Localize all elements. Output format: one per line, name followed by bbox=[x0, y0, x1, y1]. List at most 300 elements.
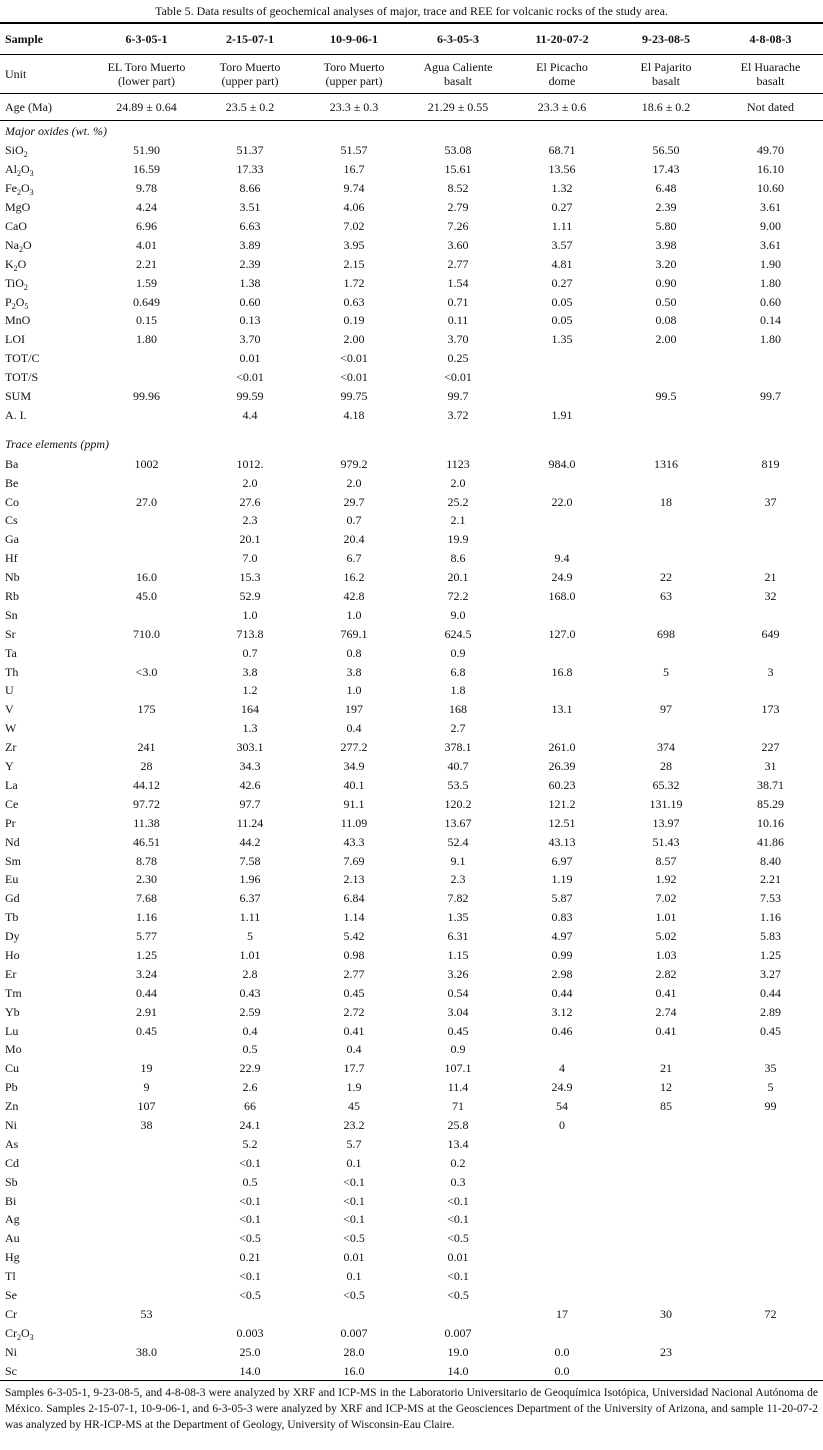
age-cell: 21.29 ± 0.55 bbox=[406, 94, 510, 121]
row-label bbox=[0, 198, 95, 217]
label-text: Cs bbox=[5, 513, 18, 528]
value-cell: 2.00 bbox=[655, 332, 677, 347]
value-cell bbox=[95, 368, 198, 387]
value-cell: 20.4 bbox=[343, 532, 365, 547]
row-label bbox=[0, 530, 95, 549]
age-cell: 23.5 ± 0.2 bbox=[198, 94, 302, 121]
value-cell: 1.59 bbox=[136, 275, 157, 290]
value-cell: 12.51 bbox=[548, 815, 576, 830]
value-cell: 1.35 bbox=[551, 332, 573, 347]
label-text: Cd bbox=[5, 1155, 20, 1170]
row-label bbox=[0, 738, 95, 757]
value-cell: 60.23 bbox=[548, 777, 576, 792]
value-cell: 1.96 bbox=[239, 872, 261, 887]
row-label bbox=[0, 776, 95, 795]
value-cell: 26.39 bbox=[548, 759, 576, 774]
row-label bbox=[0, 832, 95, 851]
value-cell: 16.0 bbox=[136, 570, 157, 585]
value-cell bbox=[510, 530, 614, 549]
label-text: K bbox=[5, 256, 14, 271]
table-row bbox=[0, 700, 823, 719]
value-cell bbox=[614, 605, 718, 624]
table-row bbox=[0, 235, 823, 254]
section-heading: Major oxides (wt. %) bbox=[5, 124, 107, 138]
value-cell: 303.1 bbox=[236, 740, 264, 755]
row-label bbox=[0, 235, 95, 254]
label-text: Mo bbox=[5, 1042, 22, 1057]
value-cell: 1.25 bbox=[760, 947, 781, 962]
value-cell: 2.98 bbox=[551, 966, 573, 981]
value-cell bbox=[510, 643, 614, 662]
label-subscript: 3 bbox=[29, 1332, 34, 1342]
value-cell: 0.007 bbox=[340, 1325, 368, 1340]
value-cell bbox=[198, 1304, 302, 1323]
value-cell: 6.97 bbox=[551, 853, 573, 868]
value-cell bbox=[614, 1210, 718, 1229]
header-cell: 9-23-08-5 bbox=[614, 23, 718, 55]
value-cell: 53.08 bbox=[444, 143, 472, 158]
table-row bbox=[0, 349, 823, 368]
value-cell: 6.96 bbox=[136, 219, 157, 233]
value-cell: 1.90 bbox=[760, 256, 781, 271]
row-label bbox=[0, 368, 95, 387]
row-label bbox=[0, 662, 95, 681]
label-text: Tl bbox=[5, 1269, 16, 1284]
value-cell: 2.39 bbox=[655, 200, 677, 215]
label-text: Lu bbox=[5, 1023, 19, 1038]
table-row bbox=[0, 368, 823, 387]
value-cell bbox=[302, 1304, 406, 1323]
value-cell: 7.58 bbox=[239, 853, 261, 868]
value-cell: 0.4 bbox=[346, 721, 362, 736]
row-label bbox=[0, 624, 95, 643]
value-cell: 7.0 bbox=[242, 551, 258, 566]
value-cell bbox=[95, 1191, 198, 1210]
value-cell bbox=[718, 1267, 823, 1286]
value-cell: 41.86 bbox=[757, 834, 784, 849]
value-cell: 2.7 bbox=[450, 721, 466, 736]
value-cell: 16.7 bbox=[343, 162, 365, 177]
table-row bbox=[0, 198, 823, 217]
value-cell: 17 bbox=[556, 1306, 568, 1321]
value-cell: 0.19 bbox=[343, 313, 365, 328]
label-text: Fe bbox=[5, 181, 17, 196]
value-cell: 3.70 bbox=[447, 332, 469, 347]
row-label bbox=[0, 719, 95, 738]
value-cell: 0.003 bbox=[236, 1325, 264, 1340]
row-label bbox=[0, 587, 95, 606]
table-row bbox=[0, 1002, 823, 1021]
value-cell: 22 bbox=[660, 570, 672, 585]
label-text: Co bbox=[5, 494, 20, 509]
label-text: O bbox=[21, 181, 30, 196]
value-cell bbox=[510, 1248, 614, 1267]
table-row bbox=[0, 179, 823, 198]
value-cell: 28 bbox=[660, 759, 672, 774]
value-cell: 16.8 bbox=[551, 664, 573, 679]
value-cell: <0.1 bbox=[447, 1193, 469, 1208]
row-label bbox=[0, 851, 95, 870]
label-text: MnO bbox=[5, 313, 31, 328]
value-cell: 53 bbox=[140, 1306, 153, 1321]
value-cell bbox=[718, 1210, 823, 1229]
value-cell: 0.50 bbox=[655, 294, 677, 309]
value-cell: 8.52 bbox=[447, 181, 469, 196]
value-cell: 1.80 bbox=[760, 332, 781, 347]
value-cell: 5 bbox=[247, 929, 253, 944]
table-row bbox=[0, 1191, 823, 1210]
value-cell: 4.06 bbox=[343, 200, 365, 215]
value-cell: 8.57 bbox=[655, 853, 677, 868]
value-cell: 17.43 bbox=[652, 162, 680, 177]
value-cell: 3.8 bbox=[242, 664, 258, 679]
value-cell bbox=[718, 549, 823, 568]
row-label bbox=[0, 1248, 95, 1267]
value-cell: 23 bbox=[660, 1344, 672, 1359]
value-cell: <0.1 bbox=[343, 1174, 365, 1189]
value-cell: 1.2 bbox=[242, 683, 258, 698]
value-cell: 0.5 bbox=[242, 1174, 258, 1189]
value-cell: 0 bbox=[559, 1117, 565, 1132]
row-label bbox=[0, 1172, 95, 1191]
value-cell bbox=[718, 405, 823, 424]
value-cell: 0.71 bbox=[447, 294, 469, 309]
table-row bbox=[0, 1021, 823, 1040]
row-label bbox=[0, 946, 95, 965]
value-cell: 6.84 bbox=[343, 891, 365, 906]
value-cell: 3.20 bbox=[655, 256, 677, 271]
value-cell: 698 bbox=[657, 626, 675, 641]
label-text: U bbox=[5, 683, 14, 698]
table-row bbox=[0, 813, 823, 832]
value-cell: 38 bbox=[140, 1117, 153, 1132]
value-cell bbox=[95, 473, 198, 492]
value-cell bbox=[95, 1286, 198, 1305]
value-cell: 3.57 bbox=[551, 237, 573, 252]
table-footnote: Samples 6-3-05-1, 9-23-08-5, and 4-8-08-3 were analyzed by XRF and ICP-MS in the Laboratorio Universitario de Geoquímica Isotópica, Universidad Nacional Autónoma de México. Samples 2-15-07-1, 10-9-06-1, and 6-3-05-3 were analyzed by XRF and ICP-MS at the Geosciences Department of the University of Arizona, and sample 11-20-07-2 was analyzed by HR-ICP-MS at the Department of Geology, University of Wisconsin-Eau Claire. bbox=[5, 1387, 818, 1431]
row-label bbox=[0, 292, 95, 311]
row-label bbox=[0, 1361, 95, 1380]
value-cell bbox=[718, 368, 823, 387]
value-cell: <0.1 bbox=[239, 1155, 261, 1170]
value-cell bbox=[614, 1323, 718, 1342]
value-cell: 8.40 bbox=[760, 853, 781, 868]
table-row bbox=[0, 141, 823, 160]
label-text: As bbox=[5, 1136, 19, 1151]
value-cell: 23.2 bbox=[343, 1117, 365, 1132]
value-cell bbox=[95, 719, 198, 738]
row-label bbox=[0, 1229, 95, 1248]
value-cell: 173 bbox=[761, 702, 780, 717]
value-cell: 1012. bbox=[236, 456, 264, 471]
value-cell: 21 bbox=[660, 1061, 672, 1076]
label-text: Hg bbox=[5, 1250, 20, 1265]
unit-cell bbox=[198, 55, 302, 94]
value-cell bbox=[718, 643, 823, 662]
value-cell: 0.41 bbox=[655, 985, 677, 1000]
value-cell bbox=[510, 1323, 614, 1342]
unit-line: dome bbox=[548, 74, 576, 88]
value-cell bbox=[510, 1229, 614, 1248]
label-text: Sr bbox=[5, 626, 16, 641]
value-cell: 0.27 bbox=[551, 200, 573, 215]
value-cell: 99.7 bbox=[760, 389, 781, 404]
table-row bbox=[0, 1229, 823, 1248]
value-cell bbox=[614, 511, 718, 530]
value-cell: 261.0 bbox=[548, 740, 576, 755]
value-cell bbox=[718, 530, 823, 549]
value-cell bbox=[95, 1323, 198, 1342]
label-text: TOT/C bbox=[5, 351, 40, 366]
value-cell: 9.74 bbox=[343, 181, 365, 196]
label-text: MgO bbox=[5, 200, 31, 215]
row-label bbox=[0, 870, 95, 889]
label-text: W bbox=[5, 721, 17, 736]
row-label bbox=[0, 387, 95, 406]
value-cell bbox=[510, 387, 614, 406]
table-row bbox=[0, 311, 823, 330]
value-cell bbox=[718, 1323, 823, 1342]
table-row bbox=[0, 217, 823, 236]
value-cell: 38.0 bbox=[136, 1344, 157, 1359]
value-cell: 0.9 bbox=[450, 645, 466, 660]
table-row bbox=[0, 1361, 823, 1380]
value-cell bbox=[510, 719, 614, 738]
value-cell: 7.53 bbox=[760, 891, 781, 906]
value-cell bbox=[614, 643, 718, 662]
row-label bbox=[0, 492, 95, 511]
unit-cell bbox=[510, 55, 614, 94]
value-cell: 5.83 bbox=[760, 929, 781, 944]
label-text: SiO bbox=[5, 143, 24, 158]
table-row bbox=[0, 292, 823, 311]
table-row bbox=[0, 1210, 823, 1229]
value-cell: 6.63 bbox=[239, 219, 261, 233]
value-cell: 65.32 bbox=[652, 777, 680, 792]
label-text: Sm bbox=[5, 853, 22, 868]
value-cell: 175 bbox=[137, 702, 156, 717]
value-cell: 51.43 bbox=[652, 834, 680, 849]
row-label bbox=[0, 568, 95, 587]
geochem-table bbox=[0, 22, 823, 1381]
spacer bbox=[0, 424, 823, 434]
value-cell bbox=[95, 530, 198, 549]
unit-line: Toro Muerto bbox=[219, 60, 281, 74]
value-cell bbox=[718, 1342, 823, 1361]
row-label bbox=[0, 160, 95, 179]
section-heading-row bbox=[0, 434, 823, 454]
value-cell: 43.3 bbox=[343, 834, 365, 849]
value-cell: 121.2 bbox=[548, 796, 576, 811]
value-cell bbox=[718, 681, 823, 700]
value-cell: 1.15 bbox=[447, 947, 469, 962]
label-text: O bbox=[17, 256, 27, 271]
value-cell: 68.71 bbox=[548, 143, 576, 158]
label-text: Au bbox=[5, 1231, 20, 1246]
value-cell: 52.4 bbox=[447, 834, 469, 849]
value-cell: 2.00 bbox=[343, 332, 365, 347]
value-cell: 42.8 bbox=[343, 589, 365, 604]
value-cell: 3.04 bbox=[447, 1004, 469, 1019]
value-cell: 51.37 bbox=[236, 143, 264, 158]
value-cell: 624.5 bbox=[444, 626, 472, 641]
value-cell: <0.1 bbox=[447, 1212, 469, 1227]
row-label bbox=[0, 813, 95, 832]
value-cell bbox=[614, 1229, 718, 1248]
value-cell: 5.80 bbox=[655, 219, 677, 233]
label-text: SUM bbox=[5, 389, 32, 404]
value-cell: 11.38 bbox=[133, 815, 160, 830]
value-cell: 3.95 bbox=[343, 237, 365, 252]
value-cell: 3.89 bbox=[239, 237, 261, 252]
value-cell: 9.78 bbox=[136, 181, 157, 196]
value-cell bbox=[406, 1304, 510, 1323]
label-text: Sc bbox=[5, 1363, 17, 1378]
value-cell: 0.4 bbox=[242, 1023, 258, 1038]
value-cell bbox=[510, 1172, 614, 1191]
value-cell bbox=[95, 1229, 198, 1248]
value-cell: 99.96 bbox=[133, 389, 160, 404]
value-cell: 21 bbox=[764, 570, 777, 585]
value-cell: 63 bbox=[660, 589, 672, 604]
row-label bbox=[0, 330, 95, 349]
value-cell: 11.24 bbox=[236, 815, 264, 830]
value-cell: 9 bbox=[143, 1080, 150, 1095]
header-sample: Sample bbox=[0, 23, 95, 55]
value-cell: 0.98 bbox=[343, 947, 365, 962]
value-cell: 2.30 bbox=[136, 872, 157, 887]
value-cell: 1.80 bbox=[760, 275, 781, 290]
label-text: Se bbox=[5, 1287, 17, 1302]
table-row bbox=[0, 1078, 823, 1097]
value-cell: 32 bbox=[764, 589, 777, 604]
table-row bbox=[0, 492, 823, 511]
value-cell bbox=[510, 1134, 614, 1153]
value-cell: 4.4 bbox=[242, 407, 258, 422]
label-text: Eu bbox=[5, 872, 19, 887]
value-cell: 0.54 bbox=[447, 985, 469, 1000]
label-subscript: 2 bbox=[17, 188, 21, 198]
spacer-row bbox=[0, 424, 823, 434]
value-cell: 1.54 bbox=[447, 275, 469, 290]
label-text: O bbox=[21, 162, 30, 177]
value-cell: 3.26 bbox=[447, 966, 469, 981]
value-cell: 53.5 bbox=[447, 777, 469, 792]
value-cell: 1.14 bbox=[343, 910, 365, 925]
row-label bbox=[0, 794, 95, 813]
value-cell: 51.57 bbox=[340, 143, 368, 158]
value-cell: 28.0 bbox=[343, 1344, 365, 1359]
row-label bbox=[0, 254, 95, 273]
value-cell: 85 bbox=[660, 1099, 672, 1114]
value-cell: 0.90 bbox=[655, 275, 677, 290]
value-cell: 13.56 bbox=[548, 162, 576, 177]
value-cell: 3.98 bbox=[655, 237, 677, 252]
value-cell: 2.15 bbox=[343, 256, 365, 271]
value-cell: 44.12 bbox=[133, 777, 160, 792]
value-cell: <0.1 bbox=[447, 1269, 469, 1284]
row-label bbox=[0, 405, 95, 424]
table-row bbox=[0, 1172, 823, 1191]
value-cell: 0.21 bbox=[239, 1250, 261, 1265]
value-cell: 27.6 bbox=[239, 494, 261, 509]
row-label bbox=[0, 1059, 95, 1078]
value-cell bbox=[718, 349, 823, 368]
unit-row bbox=[0, 55, 823, 94]
value-cell bbox=[510, 1210, 614, 1229]
row-label bbox=[0, 605, 95, 624]
value-cell: 0.45 bbox=[447, 1023, 469, 1038]
value-cell: <0.5 bbox=[343, 1287, 365, 1302]
table-row bbox=[0, 1304, 823, 1323]
value-cell: 769.1 bbox=[340, 626, 368, 641]
table-row bbox=[0, 757, 823, 776]
value-cell: 0.44 bbox=[136, 985, 157, 1000]
value-cell: 378.1 bbox=[444, 740, 472, 755]
label-subscript: 2 bbox=[19, 244, 23, 254]
value-cell: 45.0 bbox=[136, 589, 157, 604]
value-cell bbox=[95, 511, 198, 530]
value-cell: 9.00 bbox=[760, 219, 781, 233]
table-row bbox=[0, 870, 823, 889]
age-cell: 24.89 ± 0.64 bbox=[95, 94, 198, 121]
value-cell: 4.97 bbox=[551, 929, 573, 944]
value-cell: 2.0 bbox=[450, 475, 466, 490]
value-cell: 17.7 bbox=[343, 1061, 365, 1076]
value-cell: 0.01 bbox=[343, 1250, 365, 1265]
value-cell: 10.16 bbox=[757, 815, 784, 830]
value-cell: 241 bbox=[137, 740, 156, 755]
row-label bbox=[0, 1267, 95, 1286]
value-cell bbox=[718, 1040, 823, 1059]
value-cell: 49.70 bbox=[757, 143, 784, 158]
label-subscript: 2 bbox=[11, 301, 16, 311]
header-row bbox=[0, 23, 823, 55]
table-title: Table 5. Data results of geochemical analyses of major, trace and REE for volcanic rocks of the study area. bbox=[155, 4, 668, 18]
value-cell bbox=[510, 605, 614, 624]
value-cell: 2.91 bbox=[136, 1004, 157, 1019]
value-cell bbox=[614, 1248, 718, 1267]
row-label bbox=[0, 1191, 95, 1210]
value-cell: 7.02 bbox=[655, 891, 677, 906]
value-cell: 5.02 bbox=[655, 929, 677, 944]
value-cell: 3.61 bbox=[760, 200, 781, 215]
value-cell: 11.09 bbox=[340, 815, 368, 830]
value-cell: 22.9 bbox=[239, 1061, 261, 1076]
value-cell: 99.7 bbox=[447, 389, 469, 404]
value-cell: 99 bbox=[764, 1099, 777, 1114]
value-cell bbox=[718, 1134, 823, 1153]
label-subscript: 3 bbox=[29, 188, 34, 198]
row-label bbox=[0, 1002, 95, 1021]
unit-cell bbox=[95, 55, 198, 94]
value-cell: 713.8 bbox=[236, 626, 264, 641]
table-row bbox=[0, 330, 823, 349]
value-cell: 3.24 bbox=[136, 966, 157, 981]
label-text: Zr bbox=[5, 740, 17, 755]
value-cell bbox=[718, 1153, 823, 1172]
value-cell bbox=[510, 349, 614, 368]
value-cell: 277.2 bbox=[340, 740, 368, 755]
value-cell: 1.01 bbox=[239, 947, 261, 962]
unit-line: Agua Caliente bbox=[423, 60, 493, 74]
value-cell: 17.33 bbox=[236, 162, 264, 177]
label-text: Nd bbox=[5, 834, 20, 849]
label-text: Al bbox=[5, 162, 17, 177]
value-cell: 4.18 bbox=[343, 407, 365, 422]
value-cell: 1.11 bbox=[551, 219, 573, 233]
row-label: Unit bbox=[0, 55, 95, 94]
